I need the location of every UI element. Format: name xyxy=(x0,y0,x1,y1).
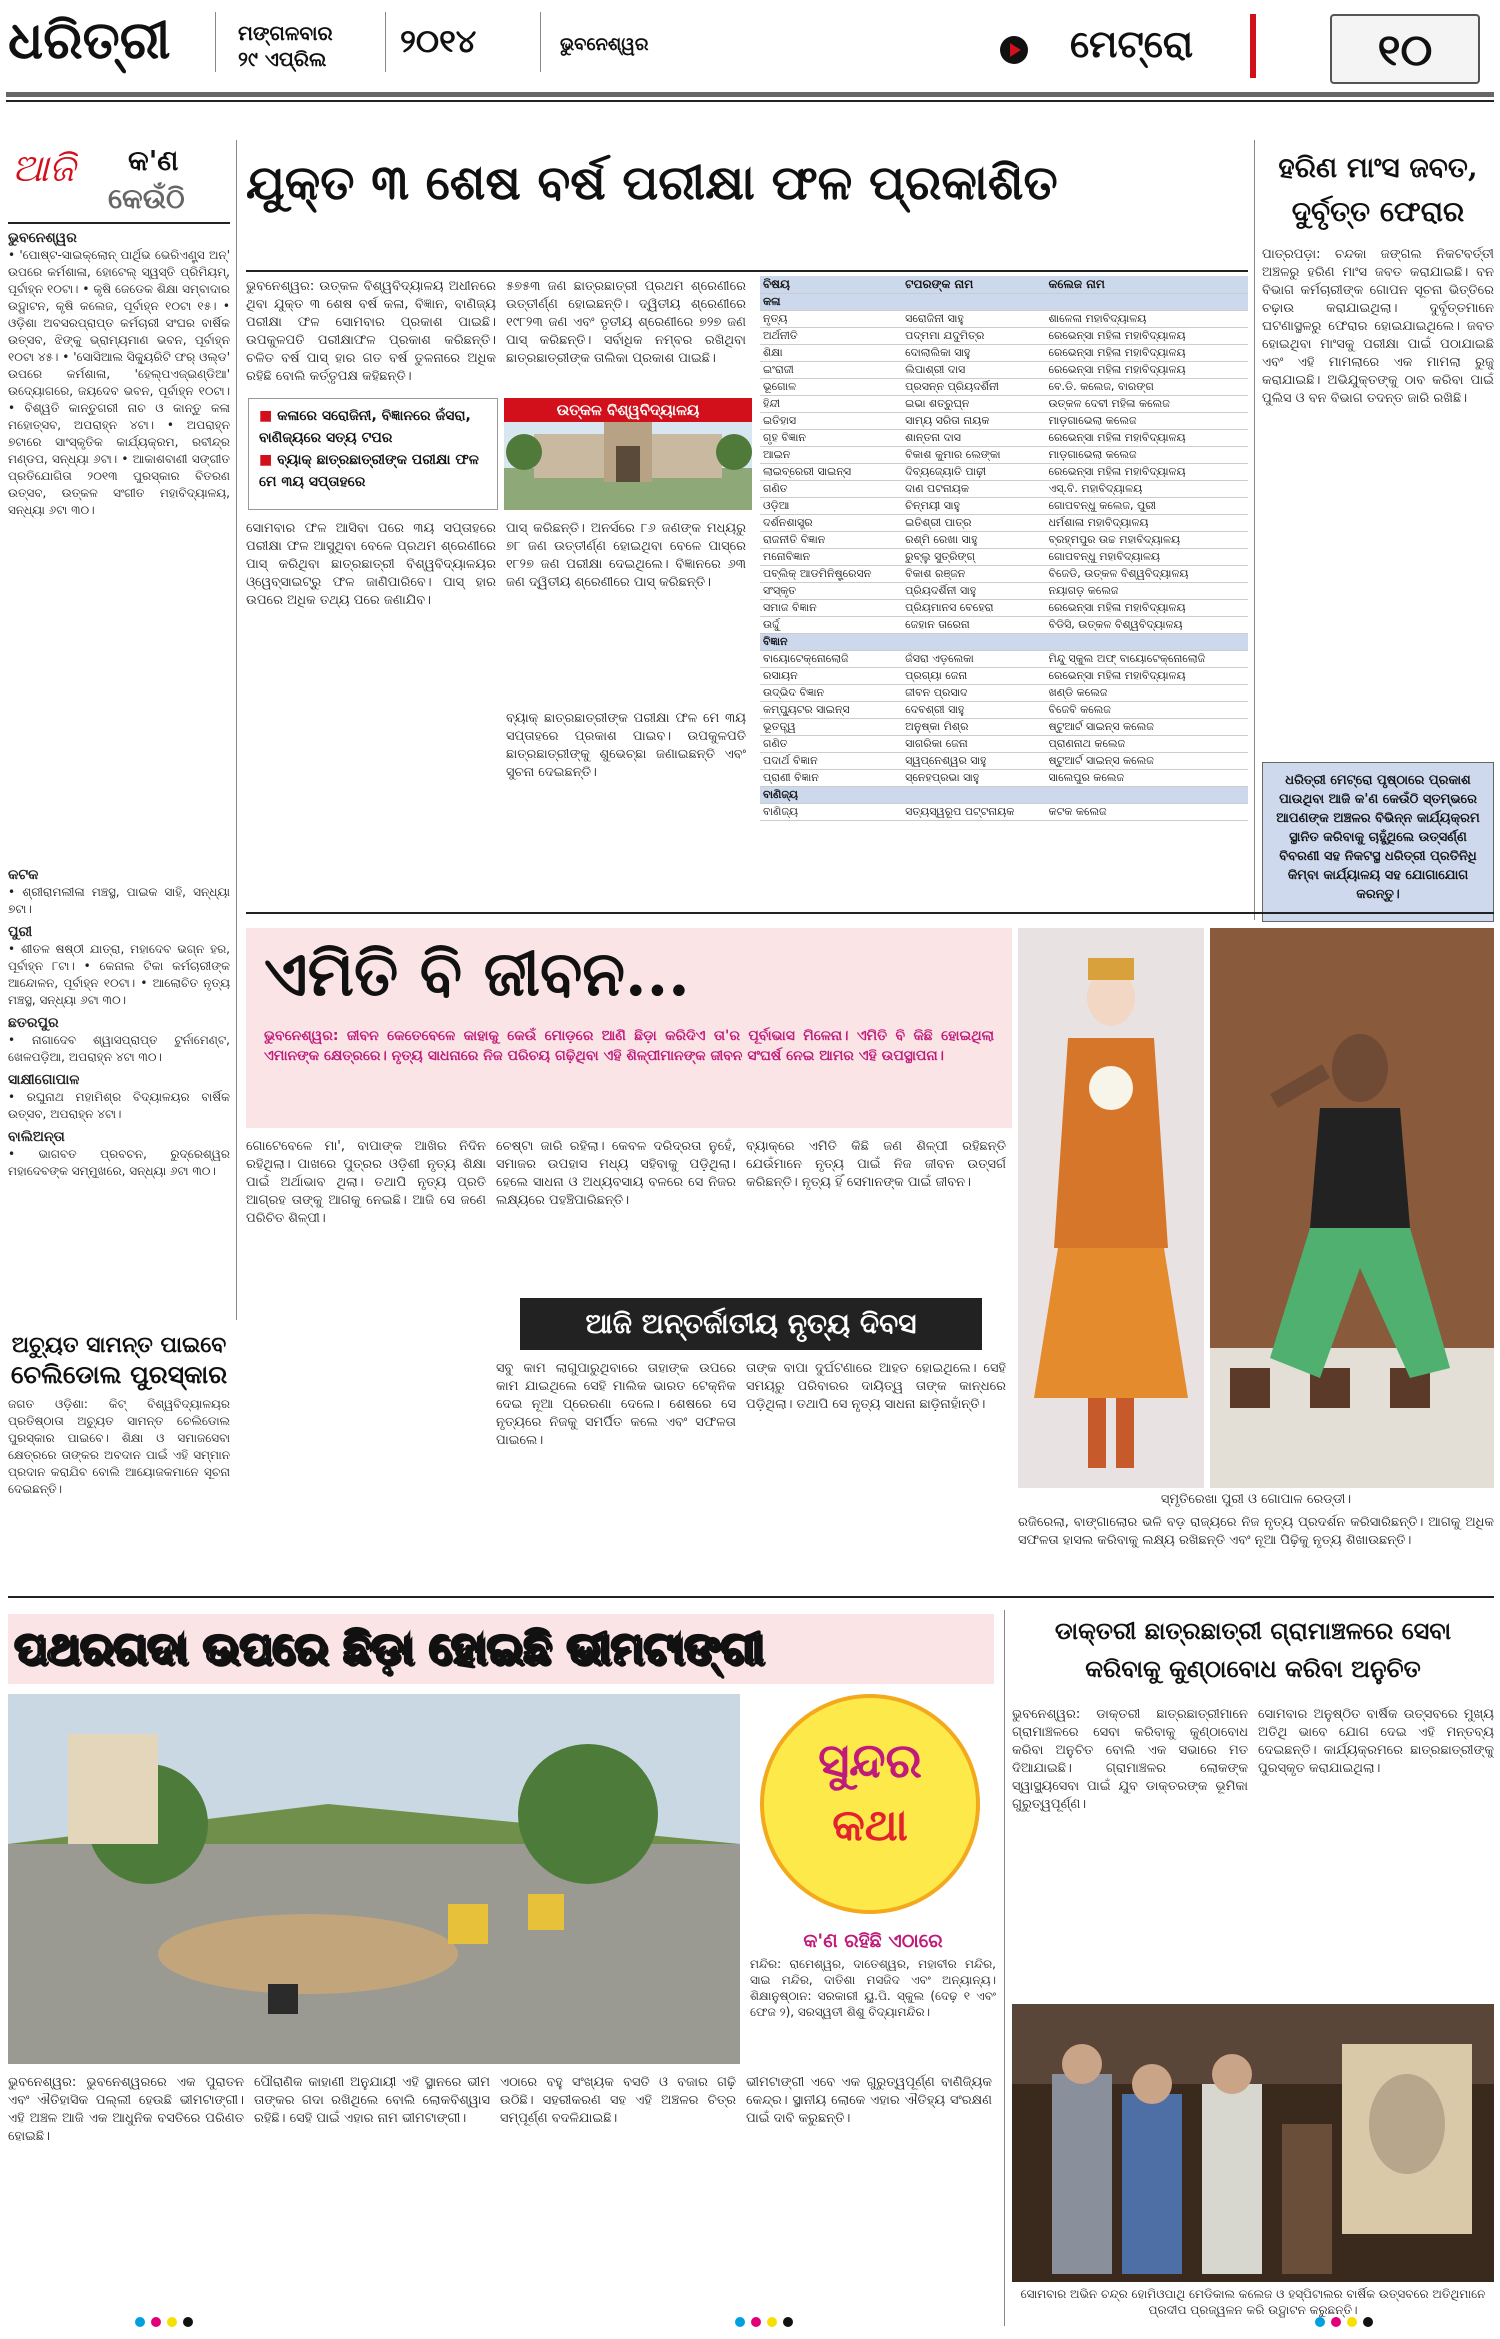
keunthi-label: କେଉଁଠି xyxy=(108,182,185,215)
exam-lower-3: ବ୍ୟାକ୍ ଛାତ୍ରଛାତ୍ରୀଙ୍କ ପରୀକ୍ଷା ଫଳ ମେ ୩ୟ ସପ୍ତାହରେ ପ୍ରକାଶ ପାଇବ। ଉପକୁଳପତି ଛାତ୍ରଛାତ୍ରୀଙ୍କୁ ଶୁଭେଚ୍ଛା ଜଣାଇଛନ୍ତି ଏବଂ ସୁଚନା ଦେଇଛନ୍ତି। xyxy=(506,711,746,780)
column-header: ଟପରଙ୍କ ନାମ xyxy=(902,276,1045,294)
gate-label: ଉତ୍କଳ ବିଶ୍ୱବିଦ୍ୟାଳୟ xyxy=(504,398,752,422)
table-row xyxy=(760,753,1248,770)
table-row xyxy=(760,430,1248,447)
medical-event-photo xyxy=(1012,2004,1494,2282)
table-cell: ଜେହାନ ତାରେନା xyxy=(902,617,1045,634)
table-row xyxy=(760,481,1248,498)
headline-line: ହରିଣ ମାଂସ ଜବତ, xyxy=(1278,151,1478,184)
play-icon xyxy=(1000,36,1028,64)
table-cell: ରେଭେନ୍ସା ମହିଳା ମହାବିଦ୍ୟାଳୟ xyxy=(1045,328,1248,345)
table-cell: ପଦ୍ମମା ଯଦୁମିତ୍ର xyxy=(902,328,1045,345)
exam-col-1: ଭୁବନେଶ୍ୱର: ଉତ୍କଳ ବିଶ୍ୱବିଦ୍ୟାଳୟ ଅଧୀନରେ ଥିବା ଯୁକ୍ତ ୩ ଶେଷ ବର୍ଷ କଳା, ବିଜ୍ଞାନ, ବାଣିଜ୍ୟ ପରୀକ୍ଷା ଫଳ ସୋମବାର ପ୍ରକାଶ ପାଇଛି। ଉପକୁଳପତି ପରୀକ୍ଷାଫଳ ପ୍ରକାଶ କରିଛନ୍ତି। ଚଳିତ ବର୍ଷ ପାସ୍ ହାର ଗତ ବର୍ଷ ତୁଳନାରେ ଅଧିକ ରହିଛି ବୋଲି କର୍ତ୍ତୃପକ୍ଷ କହିଛନ୍ତି। xyxy=(246,279,496,384)
table-cell: ଉଦ୍ଭିଦ ବିଜ୍ଞାନ xyxy=(760,685,902,702)
table-cell: ସଂସ୍କୃତ xyxy=(760,583,902,600)
listing-text: • ଶୀତଳ ଷଷ୍ଠୀ ଯାତ୍ରା, ମହାଦେବ ଭଗ୍ନ ହର, ପୂର୍ବାହ୍ନ ୮ଟା। • କେନାଲ ଟିକା କର୍ମଚାରୀଙ୍କ ଆନ୍ଦୋଳନ, ପୂର୍ବାହ୍ନ ୧୦ଟା। • ଆଲୋଚିତ ନୃତ୍ୟ ମଞ୍ଚସ୍ଥ, ସନ୍ଧ୍ୟା ୬ଟା ୩୦। xyxy=(8,942,230,1007)
headline-line: କରିବାକୁ କୁଣ୍ଠାବୋଧ କରିବା ଅନୁଚିତ xyxy=(1085,1654,1421,1683)
table-row xyxy=(760,719,1248,736)
kana-label: କ'ଣ xyxy=(128,144,179,177)
bhimtangi-headline[interactable]: ପଥରଗଦା ଉପରେ ଛିଡ଼ା ହୋଇଛି ଭୀମଟାଙ୍ଗୀ xyxy=(14,1623,764,1674)
table-cell: ଇଂରାଜୀ xyxy=(760,362,902,379)
sundar-katha-badge xyxy=(760,1694,980,1914)
bhimtangi-col-2: ପୌରାଣିକ କାହାଣୀ ଅନୁଯାୟୀ ଏହି ସ୍ଥାନରେ ଭୀମ ତାଙ୍କର ଗଦା ରଖିଥିଲେ ବୋଲି ଲୋକବିଶ୍ୱାସ ରହିଛି। ସେହି ପାଇଁ ଏହାର ନାମ ଭୀମଟାଙ୍ଗୀ। xyxy=(254,2075,490,2126)
exam-col-2: ୫୭୫୩ ଜଣ ଛାତ୍ରଛାତ୍ରୀ ପ୍ରଥମ ଶ୍ରେଣୀରେ ଉତ୍ତୀର୍ଣ୍ଣ ହୋଇଛନ୍ତି। ଦ୍ୱିତୀୟ ଶ୍ରେଣୀରେ ୧୯୮୨୩ ଜଣ ଏବଂ ତୃତୀୟ ଶ୍ରେଣୀରେ ୭୨୭ ଜଣ ପାସ୍ କରିଛନ୍ତି। ସର୍ବାଧିକ ନମ୍ବର ରଖିଥିବା ଛାତ୍ରଛାତ୍ରୀଙ୍କ ତାଲିକା ପ୍ରକାଶ ପାଇଛି। xyxy=(506,279,746,366)
kana-rahichhi-body: ମନ୍ଦିର: ରାମେଶ୍ୱର, ଦାତେଶ୍ୱର, ମହାବୀର ମନ୍ଦିର, ସାଇ ମନ୍ଦିର, ଦାତିଶା ମସଜିଦ ଏବଂ ଅନ୍ୟାନ୍ୟ। ଶିକ୍ଷାନୁଷ୍ଠାନ: ସରକାରୀ ୟୁ.ପି. ସ୍କୁଲ (ଦେଢ଼ ୧ ଏବଂ ଫେଜ ୨), ସରସ୍ୱତୀ ଶିଶୁ ବିଦ୍ୟାମନ୍ଦିର। xyxy=(750,1957,996,2019)
exam-lower-1: ସୋମବାର ଫଳ ଆସିବା ପରେ ୩ୟ ସପ୍ତାହରେ ପରୀକ୍ଷା ଫଳ ଆସୁଥିବା ବେଳେ ପ୍ରଥମ ଶ୍ରେଣୀରେ ପାସ୍ କରିଥିବା ଛାତ୍ରଛାତ୍ରୀ ବିଶ୍ୱବିଦ୍ୟାଳୟର ଓ୍ୱେବ୍‌ସାଇଟ୍‌ରୁ ଫଳ ଜାଣିପାରିବେ। ପାସ୍ ହାର ଉପରେ ଅଧିକ ତଥ୍ୟ ପରେ ଜଣାଯିବ। xyxy=(246,521,496,608)
table-category-row xyxy=(760,294,1248,311)
table-body xyxy=(760,294,1248,821)
table-category-row xyxy=(760,787,1248,804)
table-cell: ସ୍ନେହପ୍ରଭା ସାହୁ xyxy=(902,770,1045,787)
table-cell: ପ୍ରଗ୍ୟା ଜେନା xyxy=(902,668,1045,685)
table-row xyxy=(760,532,1248,549)
table-cell: ଜଁସରା ଏଡ଼ଲେକା xyxy=(902,651,1045,668)
table-row xyxy=(760,447,1248,464)
exam-highlights xyxy=(248,398,498,510)
table-cell: ମିନ୍ଦୁ ସ୍କୁଲ ଅଫ୍ ବାୟୋଟେକ୍ନୋଲୋଜି xyxy=(1045,651,1248,668)
table-cell: ଲାଇବ୍ରେରୀ ସାଇନ୍ସ xyxy=(760,464,902,481)
dance-intro: ଭୁବନେଶ୍ୱର: ଜୀବନ କେତେବେଳେ କାହାକୁ କେଉଁ ମୋଡ଼ରେ ଆଣି ଛିଡ଼ା କରିଦିଏ ତା'ର ପୂର୍ବାଭାସ ମିଳେନା। ଏମିତି ବି କିଛି ହୋଇଥିଲା ଏମାନଙ୍କ କ୍ଷେତ୍ରରେ। ନୃତ୍ୟ ସାଧନାରେ ନିଜ ପରିଚୟ ଗଢ଼ିଥିବା ଏହି ଶିଳ୍ପୀମାନଙ୍କ ଜୀବନ ସଂଘର୍ଷ ନେଇ ଆମର ଏହି ଉପସ୍ଥାପନା। xyxy=(264,1028,994,1064)
table-cell: ସରୋଜିନୀ ସାହୁ xyxy=(902,311,1045,328)
color-dots-icon xyxy=(40,2312,1460,2332)
table-cell: ଶାଳେଳା ମହାବିଦ୍ୟାଳୟ xyxy=(1045,311,1248,328)
listing-text: • ନାଗାଦେବ ଶ୍ୱାସପ୍ରାପ୍ତ ଟୁର୍ନାମେଣ୍ଟ, ଖେଳପଡ଼ିଆ, ଅପରାହ୍ନ ୪ଟା ୩୦। xyxy=(8,1033,230,1064)
table-cell: ଉତ୍କଳ ଦେବୀ ମହିଳା କଲେଜ xyxy=(1045,396,1248,413)
toppers-table xyxy=(760,276,1248,821)
table-cell: ଓଡ଼ିଆ xyxy=(760,498,902,515)
table-cell: ଖଣ୍ଡି କଲେଜ xyxy=(1045,685,1248,702)
table-cell: ପ୍ରାଣନାଥ କଲେଜ xyxy=(1045,736,1248,753)
table-cell: ଅନୁଷ୍କା ମିଶ୍ର xyxy=(902,719,1045,736)
table-row xyxy=(760,362,1248,379)
bhimtangi-col-4: ଭୀମଟାଙ୍ଗୀ ଏବେ ଏକ ଗୁରୁତ୍ୱପୂର୍ଣ୍ଣ ବାଣିଜ୍ୟିକ କେନ୍ଦ୍ର। ସ୍ଥାନୀୟ ଲୋକେ ଏହାର ଐତିହ୍ୟ ସଂରକ୍ଷଣ ପାଇଁ ଦାବି କରୁଛନ୍ତି। xyxy=(746,2075,992,2126)
section-title: ମେଟ୍ରୋ xyxy=(1070,22,1194,66)
dancer-photo-1 xyxy=(1018,928,1204,1488)
medical-col-1: ଭୁବନେଶ୍ୱର: ଡାକ୍ତରୀ ଛାତ୍ରଛାତ୍ରୀମାନେ ଗ୍ରାମାଞ୍ଚଳରେ ସେବା କରିବାକୁ କୁଣ୍ଠାବୋଧ କରିବା ଅନୁଚିତ ବୋଲି ଏକ ସଭାରେ ମତ ଦିଆଯାଇଛି। ଗ୍ରାମାଞ୍ଚଳର ଲୋକଙ୍କ ସ୍ୱାସ୍ଥ୍ୟସେବା ପାଇଁ ଯୁବ ଡାକ୍ତରଙ୍କ ଭୂମିକା ଗୁରୁତ୍ୱପୂର୍ଣ୍ଣ। xyxy=(1012,1707,1248,1812)
registration-marks xyxy=(40,2312,1460,2332)
table-cell: ବାୟୋଟେକ୍ନୋଲୋଜି xyxy=(760,651,902,668)
column-header: ବିଷୟ xyxy=(760,276,902,294)
bhimtangi-photo xyxy=(8,1694,740,2064)
table-cell: ଭୂତତ୍ତ୍ୱ xyxy=(760,719,902,736)
headline-line: ଡାକ୍ତରୀ ଛାତ୍ରଛାତ୍ରୀ ଗ୍ରାମାଞ୍ଚଳରେ ସେବା xyxy=(1054,1616,1452,1645)
listing-text: • ଶ୍ରୀରାମଲୀଳା ମଞ୍ଚସ୍ଥ, ପାଇକ ସାହି, ସନ୍ଧ୍ୟା ୭ଟା। xyxy=(8,885,230,916)
table-cell: ପ୍ରିୟଦର୍ଶିନୀ ସାହୁ xyxy=(902,583,1045,600)
bhimtangi-header xyxy=(8,1614,994,1684)
table-row xyxy=(760,328,1248,345)
table-row xyxy=(760,702,1248,719)
achyuta-story xyxy=(8,1330,230,1580)
table-row xyxy=(760,583,1248,600)
dance-feature xyxy=(246,928,1012,1128)
table-cell: ଶାନ୍ତନା ଦାସ xyxy=(902,430,1045,447)
table-cell: ସାଲେପୁର କଲେଜ xyxy=(1045,770,1248,787)
table-cell: ବିଜେଡି, ଉତ୍କଳ ବିଶ୍ୱବିଦ୍ୟାଳୟ xyxy=(1045,566,1248,583)
table-cell: ଧର୍ମଶାଳା ମହାବିଦ୍ୟାଳୟ xyxy=(1045,515,1248,532)
deer-body: ପାତ୍ରପଡ଼ା: ଚନ୍ଦକା ଜଙ୍ଗଲ ନିକଟବର୍ତ୍ତୀ ଅଞ୍ଚଳରୁ ହରିଣ ମାଂସ ଜବତ କରାଯାଇଛି। ବନ ବିଭାଗ କର୍ମଚାରୀଙ୍କ ଗୋପନ ସୂଚନା ଭିତ୍ତିରେ ଚଢ଼ାଉ କରାଯାଇଥିଲା। ଦୁର୍ବୃତ୍ତମାନେ ଘଟଣାସ୍ଥଳରୁ ଫେରାର ହୋଇଯାଇଥିଲେ। ଜବତ ହୋଇଥିବା ମାଂସକୁ ପରୀକ୍ଷା ପାଇଁ ପଠାଯାଇଛି ଏବଂ ଏହି ମାମଲାରେ ଏକ ମାମଲା ରୁଜୁ କରାଯାଇଛି। ଅଭିଯୁକ୍ତଙ୍କୁ ଠାବ କରିବା ପାଇଁ ପୁଲିସ ଓ ବନ ବିଭାଗ ତଦନ୍ତ ଜାରି ରଖିଛି। xyxy=(1262,247,1494,406)
table-cell: ଗୋପବନ୍ଧୁ ମହାବିଦ୍ୟାଳୟ xyxy=(1045,549,1248,566)
listing-text: • 'ପୋଷ୍ଟ-ସାଇକ୍ଲୋନ୍ ପାର୍ଥିଭ ଭେରିଏଣ୍ଟ୍ସ ଅନ୍' ଉପରେ କର୍ମଶାଳା, ହୋଟେଲ୍ ସ୍ୱସ୍ତି ପ୍ରିମିୟମ୍, ପୂର୍ବାହ୍ନ ୧୦ଟା। • କୃଷି ଜେଡେକ ଶିକ୍ଷା ସମ୍ବାଦାର ଉଦ୍ଘାଟନ, କୃଷି କଲେଜ, ପୂର୍ବାହ୍ନ ୧୦ଟା ୧୫। • ଓଡ଼ିଶା ଅବସରପ୍ରାପ୍ତ କର୍ମଚାରୀ ସଂଘର ବାର୍ଷିକ ଉତ୍ସବ, ଝିଙ୍କୁ ଭ୍ରାମ୍ୟମାଣ ଭବନ, ପୂର୍ବାହ୍ନ ୧୦ଟା ୪୫। • 'ସୋସିଆଲ ସିକ୍ୟୁରିଟି ଫର୍ ଓଲ୍ଡ' ଉପରେ କର୍ମଶାଳା, 'ହେଲ୍ପଏଜ୍ଇଣ୍ଡିଆ' ଉଦ୍ୟୋଗରେ, ଜୟଦେବ ଭବନ, ପୂର୍ବାହ୍ନ ୧୦ଟା। • ବିଶ୍ୱତି କାନ୍ତୁଗରୀ ନାଚ ଓ କାନ୍ତୁ କଳା ମହୋତ୍ସବ, ଅପରାହ୍ନ ୪ଟା। • ଅପରାହ୍ନ ୭ଟାରେ ସାଂସ୍କୃତିକ କାର୍ଯ୍ୟକ୍ରମ, ରବୀନ୍ଦ୍ର ମଣ୍ଡପ, ସନ୍ଧ୍ୟା ୬ଟା। • ଆକାଶବାଣୀ ସଙ୍ଗୀତ ପ୍ରତିଯୋଗିତା ୨୦୧୩ ପୁରସ୍କାର ବିତରଣ ଉତ୍ସବ, ଉତ୍କଳ ସଂଗୀତ ମହାବିଦ୍ୟାଳୟ, ସନ୍ଧ୍ୟା ୬ଟା ୩୦। xyxy=(8,248,230,517)
table-cell: ବାଣିଜ୍ୟ xyxy=(760,804,902,821)
table-row xyxy=(760,651,1248,668)
results-table xyxy=(760,276,1248,896)
table-row xyxy=(760,311,1248,328)
lamp-lighting-image xyxy=(1012,2004,1494,2282)
bhimtangi-square-image xyxy=(8,1694,740,2064)
table-row xyxy=(760,549,1248,566)
category-label: କଳା xyxy=(760,294,1248,311)
table-cell: ରଶ୍ମି ରେଖା ସାହୁ xyxy=(902,532,1045,549)
table-row xyxy=(760,498,1248,515)
table-row xyxy=(760,617,1248,634)
table-row xyxy=(760,515,1248,532)
city-heading: ଛତରପୁର xyxy=(8,1015,59,1031)
exam-headline[interactable]: ଯୁକ୍ତ ୩ ଶେଷ ବର୍ଷ ପରୀକ୍ଷା ଫଳ ପ୍ରକାଶିତ xyxy=(246,155,1058,211)
table-cell: ମାଡ଼ଗାଭେଲା କଲେଜ xyxy=(1045,413,1248,430)
metro-promo-box: ଧରିତ୍ରୀ ମେଟ୍ରୋ ପୃଷ୍ଠାରେ ପ୍ରକାଶ ପାଉଥିବା ଆଜି କ'ଣ କେଉଁଠି ସ୍ତମ୍ଭରେ ଆପଣଙ୍କ ଅଞ୍ଚଳର ବିଭିନ୍ନ କାର୍ଯ୍ୟକ୍ରମ ସ୍ଥାନିତ କରିବାକୁ ଚାହୁଁଥିଲେ ଉତ୍ସର୍ଣ୍ଣ ବିବରଣୀ ସହ ନିକଟସ୍ଥ ଧରିତ୍ରୀ ପ୍ରତିନିଧି କିମ୍ବା କାର୍ଯ୍ୟାଳୟ ସହ ଯୋଗାଯୋଗ କରନ୍ତୁ। xyxy=(1262,762,1494,922)
table-header-row xyxy=(760,276,1248,294)
table-cell: ରେଭେନ୍ସା ମହିଳା ମହାବିଦ୍ୟାଳୟ xyxy=(1045,362,1248,379)
table-cell: ଇତିଶ୍ରୀ ପାତ୍ର xyxy=(902,515,1045,532)
table-cell: ଅର୍ଥନୀତି xyxy=(760,328,902,345)
bhimtangi-col-3: ଏଠାରେ ବହୁ ସଂଖ୍ୟକ ବସତି ଓ ବଜାର ଗଢ଼ି ଉଠିଛି। ସହରୀକରଣ ସହ ଏହି ଅଞ୍ଚଳର ଚିତ୍ର ସମ୍ପୂର୍ଣ୍ଣ ବଦଳିଯାଇଛି। xyxy=(500,2075,736,2126)
table-cell: ଦର୍ଶନଶାସ୍ତ୍ର xyxy=(760,515,902,532)
table-cell: ବିକାଶ କୁମାର ଲେଙ୍କା xyxy=(902,447,1045,464)
table-cell: ରୁବ୍ଲୁ ସୁତ୍ରିଙ୍ଗ୍ xyxy=(902,549,1045,566)
achyuta-body: ଜଗତ ଓଡ଼ିଶା: କିଟ୍ ବିଶ୍ୱବିଦ୍ୟାଳୟର ପ୍ରତିଷ୍ଠାତା ଅଚ୍ୟୁତ ସାମନ୍ତ ଚେଲିଡୋଲ ପୁରସ୍କାର ପାଇବେ। ଶିକ୍ଷା ଓ ସମାଜସେବା କ୍ଷେତ୍ରରେ ତାଙ୍କର ଅବଦାନ ପାଇଁ ଏହି ସମ୍ମାନ ପ୍ରଦାନ କରାଯିବ ବୋଲି ଆୟୋଜକମାନେ ସୂଚନା ଦେଇଛନ୍ତି। xyxy=(8,1397,230,1496)
table-cell: ଇଭା ଶତ୍ରୁଘ୍ନ xyxy=(902,396,1045,413)
edition-city: ଭୁବନେଶ୍ୱର xyxy=(560,34,649,55)
table-cell: ପ୍ରସନ୍ନ ପ୍ରିୟଦର୍ଶିନୀ xyxy=(902,379,1045,396)
table-cell: ସାଗରିକା ଜେନା xyxy=(902,736,1045,753)
column-header: କଲେଜ ନାମ xyxy=(1045,276,1248,294)
table-cell: ରେଭେନ୍ସା ମହିଳା ମହାବିଦ୍ୟାଳୟ xyxy=(1045,430,1248,447)
table-cell: ରସାୟନ xyxy=(760,668,902,685)
dance-col-2: ଚେଷ୍ଟା ଜାରି ରହିଲା। କେବଳ ଦରିଦ୍ରତା ନୁହେଁ, ସମାଜର ଉପହାସ ମଧ୍ୟ ସହିବାକୁ ପଡ଼ିଥିଲା। ହେଲେ ସାଧନା ଓ ଅଧ୍ୟବସାୟ ବଳରେ ସେ ନିଜର ଲକ୍ଷ୍ୟରେ ପହଞ୍ଚିପାରିଛନ୍ତି। xyxy=(496,1139,736,1208)
table-cell: ରେଭେନ୍ସା ମହିଳା ମହାବିଦ୍ୟାଳୟ xyxy=(1045,600,1248,617)
headline-line: ଚେଲିଡୋଲ ପୁରସ୍କାର xyxy=(10,1360,228,1389)
table-cell: ହିନ୍ଦୀ xyxy=(760,396,902,413)
table-row xyxy=(760,804,1248,821)
bhimtangi-col-1: ଭୁବନେଶ୍ୱର: ଭୁବନେଶ୍ୱରରେ ଏକ ପୁରାତନ ଏବଂ ଐତିହାସିକ ପଲ୍ଲୀ ହେଉଛି ଭୀମଟାଙ୍ଗୀ। ଏହି ଅଞ୍ଚଳ ଆଜି ଏକ ଆଧୁନିକ ବସତିରେ ପରିଣତ ହୋଇଛି। xyxy=(8,2075,244,2144)
table-cell: ବ୍ରହ୍ମପୁର ଉଚ୍ଚ ମହାବିଦ୍ୟାଳୟ xyxy=(1045,532,1248,549)
page-number: ୧୦ xyxy=(1330,14,1480,84)
table-cell: ଗଣିତ xyxy=(760,481,902,498)
hiphop-dancer-image xyxy=(1210,928,1494,1488)
aaji-listing xyxy=(8,224,230,1180)
dance-day-banner: ଆଜି ଅନ୍ତର୍ଜାତୀୟ ନୃତ୍ୟ ଦିବସ xyxy=(520,1298,982,1350)
table-row xyxy=(760,396,1248,413)
issue-date xyxy=(238,20,333,72)
section-divider xyxy=(1250,14,1256,78)
table-cell: ଚିନ୍ମୟୀ ସାହୁ xyxy=(902,498,1045,515)
newspaper-logo[interactable]: ଧରିତ୍ରୀ xyxy=(8,10,171,71)
deer-headline[interactable] xyxy=(1262,146,1494,234)
table-cell: ବିଜେବି କଲେଜ xyxy=(1045,702,1248,719)
dancer-photo-2 xyxy=(1210,928,1494,1488)
dance-col-1: ଗୋଟେବେଳେ ମା', ବାପାଙ୍କ ଆଖିର ନିଦିନ ରହିଥିଲା। ପାଖରେ ପୁତ୍ରର ଓଡ଼ିଶୀ ନୃତ୍ୟ ଶିକ୍ଷା ପାଇଁ ଅର୍ଥାଭାବ ଥିଲା। ତଥାପି ନୃତ୍ୟ ପ୍ରତି ଆଗ୍ରହ ତାଙ୍କୁ ଆଗକୁ ନେଇଛି। ଆଜି ସେ ଜଣେ ପରିଚିତ ଶିଳ୍ପୀ। xyxy=(246,1139,486,1226)
medical-col-2: ସୋମବାର ଅନୁଷ୍ଠିତ ବାର୍ଷିକ ଉତ୍ସବରେ ମୁଖ୍ୟ ଅତିଥି ଭାବେ ଯୋଗ ଦେଇ ଏହି ମନ୍ତବ୍ୟ ଦେଇଛନ୍ତି। କାର୍ଯ୍ୟକ୍ରମରେ ଛାତ୍ରଛାତ୍ରୀଙ୍କୁ ପୁରସ୍କୃତ କରାଯାଇଥିଲା। xyxy=(1258,1707,1494,1776)
table-cell: ବେ.ଡି. କଲେଜ, ବାରଙ୍ଗ xyxy=(1045,379,1248,396)
table-cell: ସତ୍ୟସ୍ୱରୂପ ପଟ୍ଟନାୟକ xyxy=(902,804,1045,821)
table-cell: ନୃତ୍ୟ xyxy=(760,311,902,328)
highlight-item: ■ ବ୍ୟାକ୍ ଛାତ୍ରଛାତ୍ରୀଙ୍କ ପରୀକ୍ଷା ଫଳ ମେ ୩ୟ ସପ୍ତାହରେ xyxy=(259,449,487,493)
table-cell: କମ୍ପ୍ୟୁଟର ସାଇନ୍ସ xyxy=(760,702,902,719)
table-cell: ରେଭେନ୍ସା ମହିଳା ମହାବିଦ୍ୟାଳୟ xyxy=(1045,464,1248,481)
masthead xyxy=(0,0,1500,112)
odissi-dancer-image xyxy=(1018,928,1204,1488)
table-cell: ଲିପାଶ୍ରୀ ଦାସ xyxy=(902,362,1045,379)
date: ୨୯ ଏପ୍ରିଲ xyxy=(238,47,327,71)
table-cell: ସ୍ୱପ୍ନେଶ୍ୱର ସାହୁ xyxy=(902,753,1045,770)
table-row xyxy=(760,413,1248,430)
table-cell: ଉର୍ଦ୍ଦୁ xyxy=(760,617,902,634)
aaji-label: ଆଜି xyxy=(12,146,76,190)
table-cell: ପବ୍ଲିକ୍ ଆଡମିନିଷ୍ଟ୍ରେସନ xyxy=(760,566,902,583)
table-cell: ଭୂଗୋଳ xyxy=(760,379,902,396)
highlight-item: ■ କଳାରେ ସରୋଜିନୀ, ବିଜ୍ଞାନରେ ଜଁସରା, ବାଣିଜ୍ୟରେ ସତ୍ୟ ଟପର xyxy=(259,405,487,449)
dance-col-5: ତାଙ୍କ ବାପା ଦୁର୍ଘଟଣାରେ ଆହତ ହୋଇଥିଲେ। ସେହି ସମୟରୁ ପରିବାରର ଦାୟିତ୍ୱ ତାଙ୍କ କାନ୍ଧରେ ପଡ଼ିଥିଲା। ତଥାପି ସେ ନୃତ୍ୟ ସାଧନା ଛାଡ଼ିନାହାଁନ୍ତି। xyxy=(746,1361,1006,1412)
table-cell: ଗୋପବନ୍ଧୁ କଲେଜ, ପୁରୀ xyxy=(1045,498,1248,515)
table-row xyxy=(760,566,1248,583)
table-cell: କଟକ କଲେଜ xyxy=(1045,804,1248,821)
dance-col-3: ବ୍ୟାକ୍‌ରେ ଏମିତି କିଛି ଜଣ ଶିଳ୍ପୀ ରହିଛନ୍ତି ଯେଉଁମାନେ ନୃତ୍ୟ ପାଇଁ ନିଜ ଜୀବନ ଉତ୍ସର୍ଗ କରିଛନ୍ତି। ନୃତ୍ୟ ହିଁ ସେମାନଙ୍କ ପାଇଁ ଜୀବନ। xyxy=(746,1139,1006,1190)
headline-line: ଦୁର୍ବୃତ୍ତ ଫେରାର xyxy=(1291,195,1465,228)
weekday: ମଙ୍ଗଳବାର xyxy=(238,21,333,45)
table-cell: ପ୍ରିୟମାନସ ବେହେରା xyxy=(902,600,1045,617)
table-cell: ମାଡ଼ଗାଭେଲା କଲେଜ xyxy=(1045,447,1248,464)
aaji-header xyxy=(8,140,230,224)
table-cell: ନୟାଗଡ଼ କଲେଜ xyxy=(1045,583,1248,600)
table-row xyxy=(760,345,1248,362)
city-heading: କଟକ xyxy=(8,867,39,883)
table-cell: ଦୋଲାଲିକା ସାହୁ xyxy=(902,345,1045,362)
listing-text: • ରଘୁନାଥ ମହାମିଶ୍ର ବିଦ୍ୟାଳୟର ବାର୍ଷିକ ଉତ୍ସବ, ଅପରାହ୍ନ ୪ଟା। xyxy=(8,1090,230,1121)
dance-caption: ସ୍ମୃତିରେଖା ପୁରୀ ଓ ଗୋପାଳ ରେଡ୍ଡୀ। xyxy=(1160,1492,1352,1507)
table-cell: ପ୍ରାଣୀ ବିଜ୍ଞାନ xyxy=(760,770,902,787)
table-row xyxy=(760,379,1248,396)
table-cell: ସମାଜ ବିଜ୍ଞାନ xyxy=(760,600,902,617)
kana-rahichhi-heading: କ'ଣ ରହିଛି ଏଠାରେ xyxy=(803,1930,943,1952)
table-row xyxy=(760,668,1248,685)
table-cell: ଷ୍ଟୁଆର୍ଟ ସାଇନ୍ସ କଲେଜ xyxy=(1045,719,1248,736)
aaji-kana-keunthi-column xyxy=(8,140,230,1320)
kana-rahichhi-box xyxy=(750,1930,996,2066)
table-cell: ରେଭେନ୍ସା ମହିଳା ମହାବିଦ୍ୟାଳୟ xyxy=(1045,668,1248,685)
table-cell: ବିକାଶ ରଞ୍ଜନ xyxy=(902,566,1045,583)
headline-line: ଅଚ୍ୟୁତ ସାମନ୍ତ ପାଇବେ xyxy=(11,1332,227,1358)
medical-caption: ସୋମବାର ଅଭିନ ଚନ୍ଦ୍ର ହୋମିଓପାଥି ମେଡିକାଲ କଲେଜ ଓ ହସ୍ପିଟାଲର ବାର୍ଷିକ ଉତ୍ସବରେ ଅତିଥିମାନେ ପ୍ରଦୀପ ପ୍ରଜ୍ୱଳନ କରି ଉଦ୍ଘାଟନ କରୁଛନ୍ତି। xyxy=(1020,2287,1486,2317)
table-cell: ରାଜନୀତି ବିଜ୍ଞାନ xyxy=(760,532,902,549)
issue-year: ୨୦୧୪ xyxy=(400,22,477,60)
city-heading: ସାକ୍ଷୀଗୋପାଳ xyxy=(8,1072,80,1088)
table-row xyxy=(760,464,1248,481)
table-cell: ଆଇନ xyxy=(760,447,902,464)
dance-headline[interactable]: ଏମିତି ବି ଜୀବନ... xyxy=(264,937,690,1010)
table-cell: ଷ୍ଟୁଆର୍ଟ ସାଇନ୍ସ କଲେଜ xyxy=(1045,753,1248,770)
listing-text: • ଭାଗବତ ପ୍ରବଚନ, ରୁଦ୍ରେଶ୍ୱର ମହାଦେବଙ୍କ ସମ୍ମୁଖରେ, ସନ୍ଧ୍ୟା ୬ଟା ୩୦। xyxy=(8,1147,230,1178)
dance-below-photo: ରଜିରେଲା, ବାଙ୍ଗାଲୋର ଭଳି ବଡ଼ ରାଜ୍ୟରେ ନିଜ ନୃତ୍ୟ ପ୍ରଦର୍ଶନ କରିସାରିଛନ୍ତି। ଆଗକୁ ଅଧିକ ସଫଳତା ହାସଲ କରିବାକୁ ଲକ୍ଷ୍ୟ ରଖିଛନ୍ତି ଏବଂ ନୂଆ ପିଢ଼ିକୁ ନୃତ୍ୟ ଶିଖାଉଛନ୍ତି। xyxy=(1018,1515,1494,1548)
city-heading: ବାଲିଅନ୍ତା xyxy=(8,1129,65,1145)
table-row xyxy=(760,685,1248,702)
table-cell: ଗୃହ ବିଜ୍ଞାନ xyxy=(760,430,902,447)
table-cell: ଜୀବନ ପ୍ରସାଦ xyxy=(902,685,1045,702)
table-cell: ଦେବଶ୍ରୀ ସାହୁ xyxy=(902,702,1045,719)
dance-col-4: ସବୁ କାମ ଲାଗୁପାରୁଥିବାରେ ତାହାଙ୍କ ଉପରେ କାମ ଯାଇଥିଲେ ସେହି ମାଲିକ ଭାରତ ଟେକ୍ନିକ ଦେଇ ନୂଆ ପ୍ରେରଣା ଦେଲେ। ଶେଷରେ ସେ ନୃତ୍ୟରେ ନିଜକୁ ସମର୍ପିତ କଲେ ଏବଂ ସଫଳତା ପାଇଲେ। xyxy=(496,1361,736,1448)
table-cell: ଏସ୍.ବି. ମହାବିଦ୍ୟାଳୟ xyxy=(1045,481,1248,498)
city-heading: ପୁରୀ xyxy=(8,924,33,940)
medical-headline[interactable] xyxy=(1012,1612,1494,1688)
table-cell: ଦାଣ ପଟନାୟକ xyxy=(902,481,1045,498)
table-cell: ପଦାର୍ଥ ବିଜ୍ଞାନ xyxy=(760,753,902,770)
table-cell: ସାମ୍ୟ ସରିତା ନାୟକ xyxy=(902,413,1045,430)
table-cell: ବିଡିସି, ଉତ୍କଳ ବିଶ୍ୱବିଦ୍ୟାଳୟ xyxy=(1045,617,1248,634)
category-label: ବିଜ୍ଞାନ xyxy=(760,634,1248,651)
sundar-text: ସୁନ୍ଦର xyxy=(818,1733,922,1789)
table-cell: ରେଭେନ୍ସା ମହିଳା ମହାବିଦ୍ୟାଳୟ xyxy=(1045,345,1248,362)
table-cell: ଶିକ୍ଷା xyxy=(760,345,902,362)
achyuta-headline[interactable] xyxy=(8,1330,230,1390)
table-row xyxy=(760,600,1248,617)
table-row xyxy=(760,770,1248,787)
table-cell: ଗଣିତ xyxy=(760,736,902,753)
table-cell: ଇତିହାସ xyxy=(760,413,902,430)
table-cell: ଦିବ୍ୟଜ୍ୟୋତି ପାଢ଼ୀ xyxy=(902,464,1045,481)
city-heading: ଭୁବନେଶ୍ୱର xyxy=(8,230,77,246)
exam-lower-2: ପାସ୍ କରିଛନ୍ତି। ଅନର୍ସରେ ୮୬ ଜଣଙ୍କ ମଧ୍ୟରୁ ୭୮ ଜଣ ଉତ୍ତୀର୍ଣ୍ଣ ହୋଇଥିବା ବେଳେ ପାସ୍‌ରେ ୧୮୨୭ ଜଣ ପରୀକ୍ଷା ଦେଇଥିଲେ। ବିଜ୍ଞାନରେ ୬୩ ଜଣ ଦ୍ୱିତୀୟ ଶ୍ରେଣୀରେ ପାସ୍ କରିଛନ୍ତି। xyxy=(506,521,746,590)
utkal-university-photo xyxy=(504,398,752,510)
table-row xyxy=(760,736,1248,753)
category-label: ବାଣିଜ୍ୟ xyxy=(760,787,1248,804)
table-category-row xyxy=(760,634,1248,651)
table-cell: ମନୋବିଜ୍ଞାନ xyxy=(760,549,902,566)
katha-text: କଥା xyxy=(832,1800,908,1851)
